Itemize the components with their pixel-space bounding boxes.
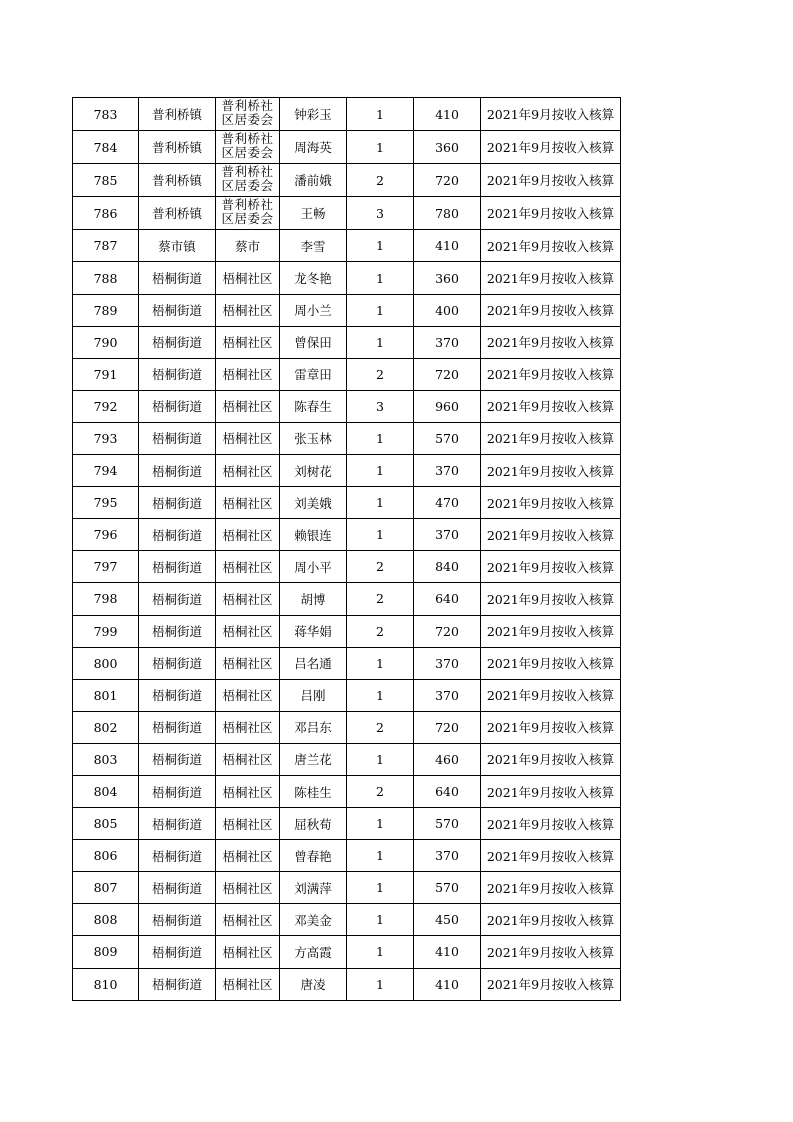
cell-note: 2021年9月按收入核算 bbox=[481, 743, 621, 775]
cell-community: 普利桥社区居委会 bbox=[216, 197, 280, 230]
table-row bbox=[73, 164, 621, 197]
cell-person-name: 张玉林 bbox=[280, 422, 347, 454]
cell-note: 2021年9月按收入核算 bbox=[481, 519, 621, 551]
cell-serial-number: 806 bbox=[73, 840, 139, 872]
cell-household-count: 1 bbox=[347, 647, 414, 679]
cell-note: 2021年9月按收入核算 bbox=[481, 775, 621, 807]
cell-note: 2021年9月按收入核算 bbox=[481, 326, 621, 358]
cell-town: 梧桐街道 bbox=[139, 262, 216, 294]
cell-household-count: 1 bbox=[347, 294, 414, 326]
table-row bbox=[73, 936, 621, 968]
cell-town: 梧桐街道 bbox=[139, 968, 216, 1000]
cell-household-count: 2 bbox=[347, 775, 414, 807]
cell-town: 梧桐街道 bbox=[139, 583, 216, 615]
cell-amount: 570 bbox=[414, 872, 481, 904]
cell-note: 2021年9月按收入核算 bbox=[481, 808, 621, 840]
cell-serial-number: 809 bbox=[73, 936, 139, 968]
cell-town: 梧桐街道 bbox=[139, 294, 216, 326]
cell-note: 2021年9月按收入核算 bbox=[481, 390, 621, 422]
cell-note: 2021年9月按收入核算 bbox=[481, 711, 621, 743]
cell-note: 2021年9月按收入核算 bbox=[481, 262, 621, 294]
cell-note: 2021年9月按收入核算 bbox=[481, 551, 621, 583]
cell-amount: 840 bbox=[414, 551, 481, 583]
cell-household-count: 2 bbox=[347, 711, 414, 743]
cell-person-name: 周小兰 bbox=[280, 294, 347, 326]
cell-person-name: 蒋华娟 bbox=[280, 615, 347, 647]
table-row bbox=[73, 808, 621, 840]
cell-town: 普利桥镇 bbox=[139, 197, 216, 230]
cell-amount: 410 bbox=[414, 98, 481, 131]
table-row bbox=[73, 262, 621, 294]
table-row bbox=[73, 583, 621, 615]
cell-household-count: 1 bbox=[347, 455, 414, 487]
table-row bbox=[73, 326, 621, 358]
cell-note: 2021年9月按收入核算 bbox=[481, 358, 621, 390]
cell-household-count: 1 bbox=[347, 262, 414, 294]
cell-person-name: 刘满萍 bbox=[280, 872, 347, 904]
cell-community: 梧桐社区 bbox=[216, 519, 280, 551]
cell-town: 梧桐街道 bbox=[139, 455, 216, 487]
cell-person-name: 雷章田 bbox=[280, 358, 347, 390]
table-row bbox=[73, 872, 621, 904]
cell-town: 梧桐街道 bbox=[139, 358, 216, 390]
cell-amount: 720 bbox=[414, 615, 481, 647]
cell-household-count: 1 bbox=[347, 519, 414, 551]
cell-community: 梧桐社区 bbox=[216, 775, 280, 807]
cell-person-name: 胡博 bbox=[280, 583, 347, 615]
cell-community: 梧桐社区 bbox=[216, 615, 280, 647]
cell-person-name: 李雪 bbox=[280, 230, 347, 262]
cell-community: 普利桥社区居委会 bbox=[216, 98, 280, 131]
cell-note: 2021年9月按收入核算 bbox=[481, 422, 621, 454]
cell-person-name: 周小平 bbox=[280, 551, 347, 583]
table-row bbox=[73, 775, 621, 807]
cell-town: 梧桐街道 bbox=[139, 390, 216, 422]
table-row bbox=[73, 131, 621, 164]
cell-serial-number: 796 bbox=[73, 519, 139, 551]
cell-household-count: 1 bbox=[347, 872, 414, 904]
cell-person-name: 赖银连 bbox=[280, 519, 347, 551]
cell-note: 2021年9月按收入核算 bbox=[481, 840, 621, 872]
cell-serial-number: 787 bbox=[73, 230, 139, 262]
table-row bbox=[73, 487, 621, 519]
cell-amount: 370 bbox=[414, 840, 481, 872]
cell-community: 梧桐社区 bbox=[216, 358, 280, 390]
table-row bbox=[73, 358, 621, 390]
cell-serial-number: 792 bbox=[73, 390, 139, 422]
cell-community: 梧桐社区 bbox=[216, 455, 280, 487]
cell-note: 2021年9月按收入核算 bbox=[481, 583, 621, 615]
cell-amount: 640 bbox=[414, 775, 481, 807]
cell-community: 梧桐社区 bbox=[216, 422, 280, 454]
cell-amount: 370 bbox=[414, 455, 481, 487]
cell-serial-number: 783 bbox=[73, 98, 139, 131]
cell-town: 梧桐街道 bbox=[139, 711, 216, 743]
table-row bbox=[73, 968, 621, 1000]
cell-town: 梧桐街道 bbox=[139, 647, 216, 679]
cell-community: 梧桐社区 bbox=[216, 808, 280, 840]
cell-household-count: 1 bbox=[347, 808, 414, 840]
cell-amount: 720 bbox=[414, 711, 481, 743]
table-row bbox=[73, 647, 621, 679]
cell-serial-number: 785 bbox=[73, 164, 139, 197]
cell-household-count: 1 bbox=[347, 326, 414, 358]
cell-note: 2021年9月按收入核算 bbox=[481, 230, 621, 262]
cell-person-name: 龙冬艳 bbox=[280, 262, 347, 294]
cell-note: 2021年9月按收入核算 bbox=[481, 647, 621, 679]
cell-note: 2021年9月按收入核算 bbox=[481, 679, 621, 711]
cell-note: 2021年9月按收入核算 bbox=[481, 164, 621, 197]
cell-amount: 360 bbox=[414, 262, 481, 294]
cell-serial-number: 803 bbox=[73, 743, 139, 775]
cell-community: 梧桐社区 bbox=[216, 583, 280, 615]
cell-town: 梧桐街道 bbox=[139, 872, 216, 904]
cell-amount: 570 bbox=[414, 422, 481, 454]
cell-community: 梧桐社区 bbox=[216, 390, 280, 422]
cell-household-count: 2 bbox=[347, 164, 414, 197]
table-row bbox=[73, 230, 621, 262]
cell-town: 梧桐街道 bbox=[139, 904, 216, 936]
cell-town: 梧桐街道 bbox=[139, 326, 216, 358]
cell-household-count: 1 bbox=[347, 904, 414, 936]
cell-town: 普利桥镇 bbox=[139, 131, 216, 164]
cell-household-count: 1 bbox=[347, 487, 414, 519]
cell-serial-number: 790 bbox=[73, 326, 139, 358]
cell-town: 梧桐街道 bbox=[139, 808, 216, 840]
cell-community: 梧桐社区 bbox=[216, 936, 280, 968]
cell-person-name: 唐凌 bbox=[280, 968, 347, 1000]
cell-amount: 410 bbox=[414, 968, 481, 1000]
cell-serial-number: 784 bbox=[73, 131, 139, 164]
cell-person-name: 刘树花 bbox=[280, 455, 347, 487]
cell-household-count: 3 bbox=[347, 197, 414, 230]
cell-amount: 410 bbox=[414, 230, 481, 262]
cell-note: 2021年9月按收入核算 bbox=[481, 98, 621, 131]
cell-person-name: 吕名通 bbox=[280, 647, 347, 679]
cell-serial-number: 788 bbox=[73, 262, 139, 294]
cell-community: 梧桐社区 bbox=[216, 647, 280, 679]
cell-person-name: 刘美娥 bbox=[280, 487, 347, 519]
cell-community: 梧桐社区 bbox=[216, 743, 280, 775]
cell-household-count: 1 bbox=[347, 936, 414, 968]
cell-person-name: 陈桂生 bbox=[280, 775, 347, 807]
cell-town: 梧桐街道 bbox=[139, 551, 216, 583]
cell-note: 2021年9月按收入核算 bbox=[481, 615, 621, 647]
cell-person-name: 唐兰花 bbox=[280, 743, 347, 775]
cell-note: 2021年9月按收入核算 bbox=[481, 131, 621, 164]
cell-person-name: 王畅 bbox=[280, 197, 347, 230]
cell-amount: 450 bbox=[414, 904, 481, 936]
cell-town: 梧桐街道 bbox=[139, 615, 216, 647]
cell-amount: 360 bbox=[414, 131, 481, 164]
cell-amount: 370 bbox=[414, 519, 481, 551]
cell-town: 梧桐街道 bbox=[139, 743, 216, 775]
subsidy-table bbox=[72, 97, 621, 1001]
cell-household-count: 1 bbox=[347, 131, 414, 164]
table-row bbox=[73, 422, 621, 454]
cell-town: 梧桐街道 bbox=[139, 487, 216, 519]
table-row bbox=[73, 455, 621, 487]
cell-serial-number: 808 bbox=[73, 904, 139, 936]
cell-amount: 470 bbox=[414, 487, 481, 519]
cell-note: 2021年9月按收入核算 bbox=[481, 872, 621, 904]
table-row bbox=[73, 98, 621, 131]
cell-town: 梧桐街道 bbox=[139, 840, 216, 872]
cell-amount: 370 bbox=[414, 679, 481, 711]
cell-person-name: 周海英 bbox=[280, 131, 347, 164]
table-row bbox=[73, 679, 621, 711]
cell-household-count: 1 bbox=[347, 840, 414, 872]
cell-serial-number: 795 bbox=[73, 487, 139, 519]
cell-amount: 460 bbox=[414, 743, 481, 775]
cell-serial-number: 789 bbox=[73, 294, 139, 326]
cell-community: 梧桐社区 bbox=[216, 262, 280, 294]
cell-serial-number: 805 bbox=[73, 808, 139, 840]
cell-amount: 780 bbox=[414, 197, 481, 230]
cell-note: 2021年9月按收入核算 bbox=[481, 936, 621, 968]
cell-household-count: 1 bbox=[347, 422, 414, 454]
cell-person-name: 潘前娥 bbox=[280, 164, 347, 197]
cell-town: 普利桥镇 bbox=[139, 98, 216, 131]
cell-community: 梧桐社区 bbox=[216, 487, 280, 519]
cell-town: 梧桐街道 bbox=[139, 679, 216, 711]
cell-serial-number: 801 bbox=[73, 679, 139, 711]
table-row bbox=[73, 711, 621, 743]
table-row bbox=[73, 840, 621, 872]
cell-community: 梧桐社区 bbox=[216, 872, 280, 904]
cell-note: 2021年9月按收入核算 bbox=[481, 197, 621, 230]
cell-serial-number: 799 bbox=[73, 615, 139, 647]
cell-community: 梧桐社区 bbox=[216, 551, 280, 583]
cell-amount: 640 bbox=[414, 583, 481, 615]
cell-amount: 400 bbox=[414, 294, 481, 326]
cell-town: 梧桐街道 bbox=[139, 775, 216, 807]
cell-community: 梧桐社区 bbox=[216, 679, 280, 711]
cell-serial-number: 802 bbox=[73, 711, 139, 743]
cell-town: 梧桐街道 bbox=[139, 422, 216, 454]
cell-serial-number: 810 bbox=[73, 968, 139, 1000]
cell-household-count: 2 bbox=[347, 615, 414, 647]
cell-household-count: 1 bbox=[347, 679, 414, 711]
cell-serial-number: 804 bbox=[73, 775, 139, 807]
cell-note: 2021年9月按收入核算 bbox=[481, 968, 621, 1000]
cell-serial-number: 798 bbox=[73, 583, 139, 615]
cell-town: 梧桐街道 bbox=[139, 936, 216, 968]
cell-household-count: 1 bbox=[347, 968, 414, 1000]
cell-household-count: 2 bbox=[347, 583, 414, 615]
cell-person-name: 吕刚 bbox=[280, 679, 347, 711]
cell-note: 2021年9月按收入核算 bbox=[481, 487, 621, 519]
cell-household-count: 1 bbox=[347, 98, 414, 131]
cell-household-count: 2 bbox=[347, 551, 414, 583]
cell-note: 2021年9月按收入核算 bbox=[481, 294, 621, 326]
cell-household-count: 1 bbox=[347, 230, 414, 262]
cell-amount: 370 bbox=[414, 326, 481, 358]
cell-person-name: 方高霞 bbox=[280, 936, 347, 968]
cell-serial-number: 797 bbox=[73, 551, 139, 583]
cell-note: 2021年9月按收入核算 bbox=[481, 904, 621, 936]
cell-community: 蔡市 bbox=[216, 230, 280, 262]
cell-person-name: 曾春艳 bbox=[280, 840, 347, 872]
cell-amount: 570 bbox=[414, 808, 481, 840]
cell-person-name: 陈春生 bbox=[280, 390, 347, 422]
cell-community: 梧桐社区 bbox=[216, 711, 280, 743]
table-row bbox=[73, 551, 621, 583]
cell-serial-number: 807 bbox=[73, 872, 139, 904]
cell-community: 梧桐社区 bbox=[216, 294, 280, 326]
cell-serial-number: 791 bbox=[73, 358, 139, 390]
cell-note: 2021年9月按收入核算 bbox=[481, 455, 621, 487]
cell-community: 梧桐社区 bbox=[216, 968, 280, 1000]
table-row bbox=[73, 294, 621, 326]
cell-person-name: 屈秋荀 bbox=[280, 808, 347, 840]
cell-person-name: 邓吕东 bbox=[280, 711, 347, 743]
cell-amount: 960 bbox=[414, 390, 481, 422]
cell-amount: 410 bbox=[414, 936, 481, 968]
table-row bbox=[73, 519, 621, 551]
cell-person-name: 邓美金 bbox=[280, 904, 347, 936]
cell-household-count: 1 bbox=[347, 743, 414, 775]
cell-serial-number: 794 bbox=[73, 455, 139, 487]
cell-community: 梧桐社区 bbox=[216, 326, 280, 358]
cell-person-name: 曾保田 bbox=[280, 326, 347, 358]
cell-community: 梧桐社区 bbox=[216, 904, 280, 936]
cell-amount: 370 bbox=[414, 647, 481, 679]
cell-amount: 720 bbox=[414, 164, 481, 197]
cell-amount: 720 bbox=[414, 358, 481, 390]
table-row bbox=[73, 197, 621, 230]
table-row bbox=[73, 743, 621, 775]
cell-town: 梧桐街道 bbox=[139, 519, 216, 551]
cell-community: 普利桥社区居委会 bbox=[216, 164, 280, 197]
cell-serial-number: 793 bbox=[73, 422, 139, 454]
cell-serial-number: 786 bbox=[73, 197, 139, 230]
cell-serial-number: 800 bbox=[73, 647, 139, 679]
cell-town: 蔡市镇 bbox=[139, 230, 216, 262]
table-row bbox=[73, 390, 621, 422]
cell-community: 梧桐社区 bbox=[216, 840, 280, 872]
cell-household-count: 2 bbox=[347, 358, 414, 390]
cell-community: 普利桥社区居委会 bbox=[216, 131, 280, 164]
table-row bbox=[73, 615, 621, 647]
table-body bbox=[73, 98, 621, 1001]
table-row bbox=[73, 904, 621, 936]
cell-household-count: 3 bbox=[347, 390, 414, 422]
cell-person-name: 钟彩玉 bbox=[280, 98, 347, 131]
cell-town: 普利桥镇 bbox=[139, 164, 216, 197]
